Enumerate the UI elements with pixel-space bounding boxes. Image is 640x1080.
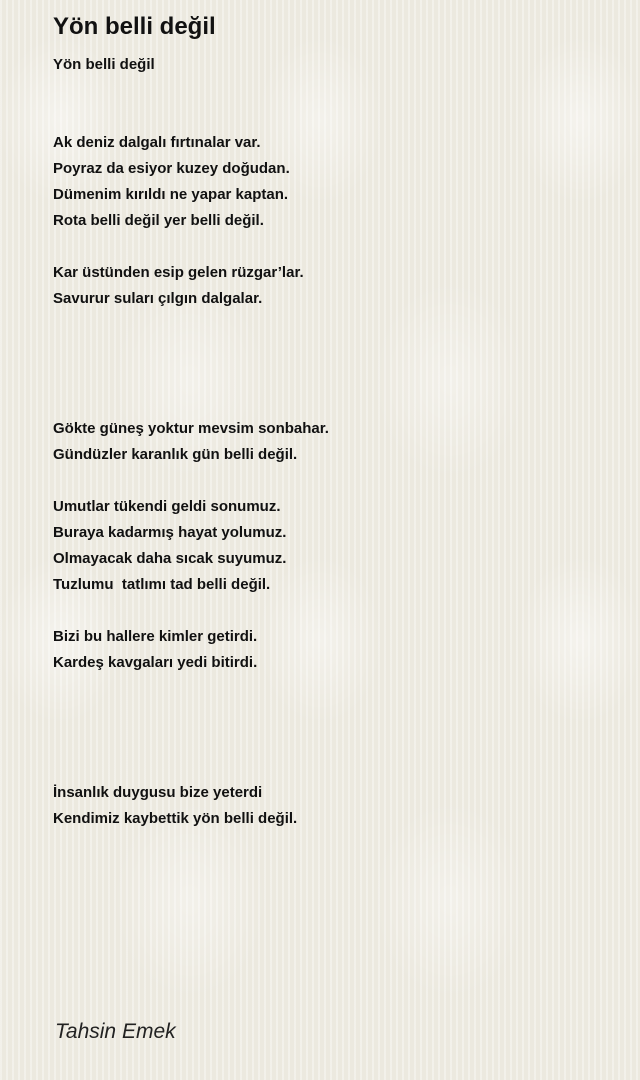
stanza-break <box>53 678 613 704</box>
stanza-break <box>53 236 613 262</box>
stanza-break <box>53 600 613 626</box>
poem-line: Kar üstünden esip gelen rüzgar’lar. <box>53 264 304 281</box>
stanza-break <box>53 392 613 418</box>
poem-line: Ak deniz dalgalı fırtınalar var. <box>53 134 261 151</box>
poem-body <box>53 132 613 834</box>
poem-line: Savurur suları çılgın dalgalar. <box>53 290 263 307</box>
poem-line: Kardeş kavgaları yedi bitirdi. <box>53 654 258 671</box>
stanza-break <box>53 756 613 782</box>
stanza-break <box>53 340 613 366</box>
stanza-break <box>53 730 613 756</box>
poem-line: İnsanlık duygusu bize yeterdi <box>53 784 263 801</box>
poem-line: Tuzlumu tatlımı tad belli değil. <box>53 576 271 593</box>
poem-line: Kendimiz kaybettik yön belli değil. <box>53 810 298 827</box>
poem-line: Rota belli değil yer belli değil. <box>53 212 264 229</box>
poem-line: Gökte güneş yoktur mevsim sonbahar. <box>53 420 329 437</box>
poem-line: Bizi bu hallere kimler getirdi. <box>53 628 258 645</box>
stanza-break <box>53 704 613 730</box>
stanza-break <box>53 366 613 392</box>
poem-title: Yön belli değil <box>53 13 216 40</box>
poem-line: Gündüzler karanlık gün belli değil. <box>53 446 298 463</box>
poem-line: Umutlar tükendi geldi sonumuz. <box>53 498 281 515</box>
stanza-break <box>53 470 613 496</box>
poem-line: Olmayacak daha sıcak suyumuz. <box>53 550 287 567</box>
stanza-break <box>53 314 613 340</box>
poem-line: Buraya kadarmış hayat yolumuz. <box>53 524 287 541</box>
poem-line: Dümenim kırıldı ne yapar kaptan. <box>53 186 289 203</box>
poem-author: Tahsin Emek <box>55 1020 176 1043</box>
poem-subtitle: Yön belli değil <box>53 56 155 73</box>
poem-line: Poyraz da esiyor kuzey doğudan. <box>53 160 290 177</box>
